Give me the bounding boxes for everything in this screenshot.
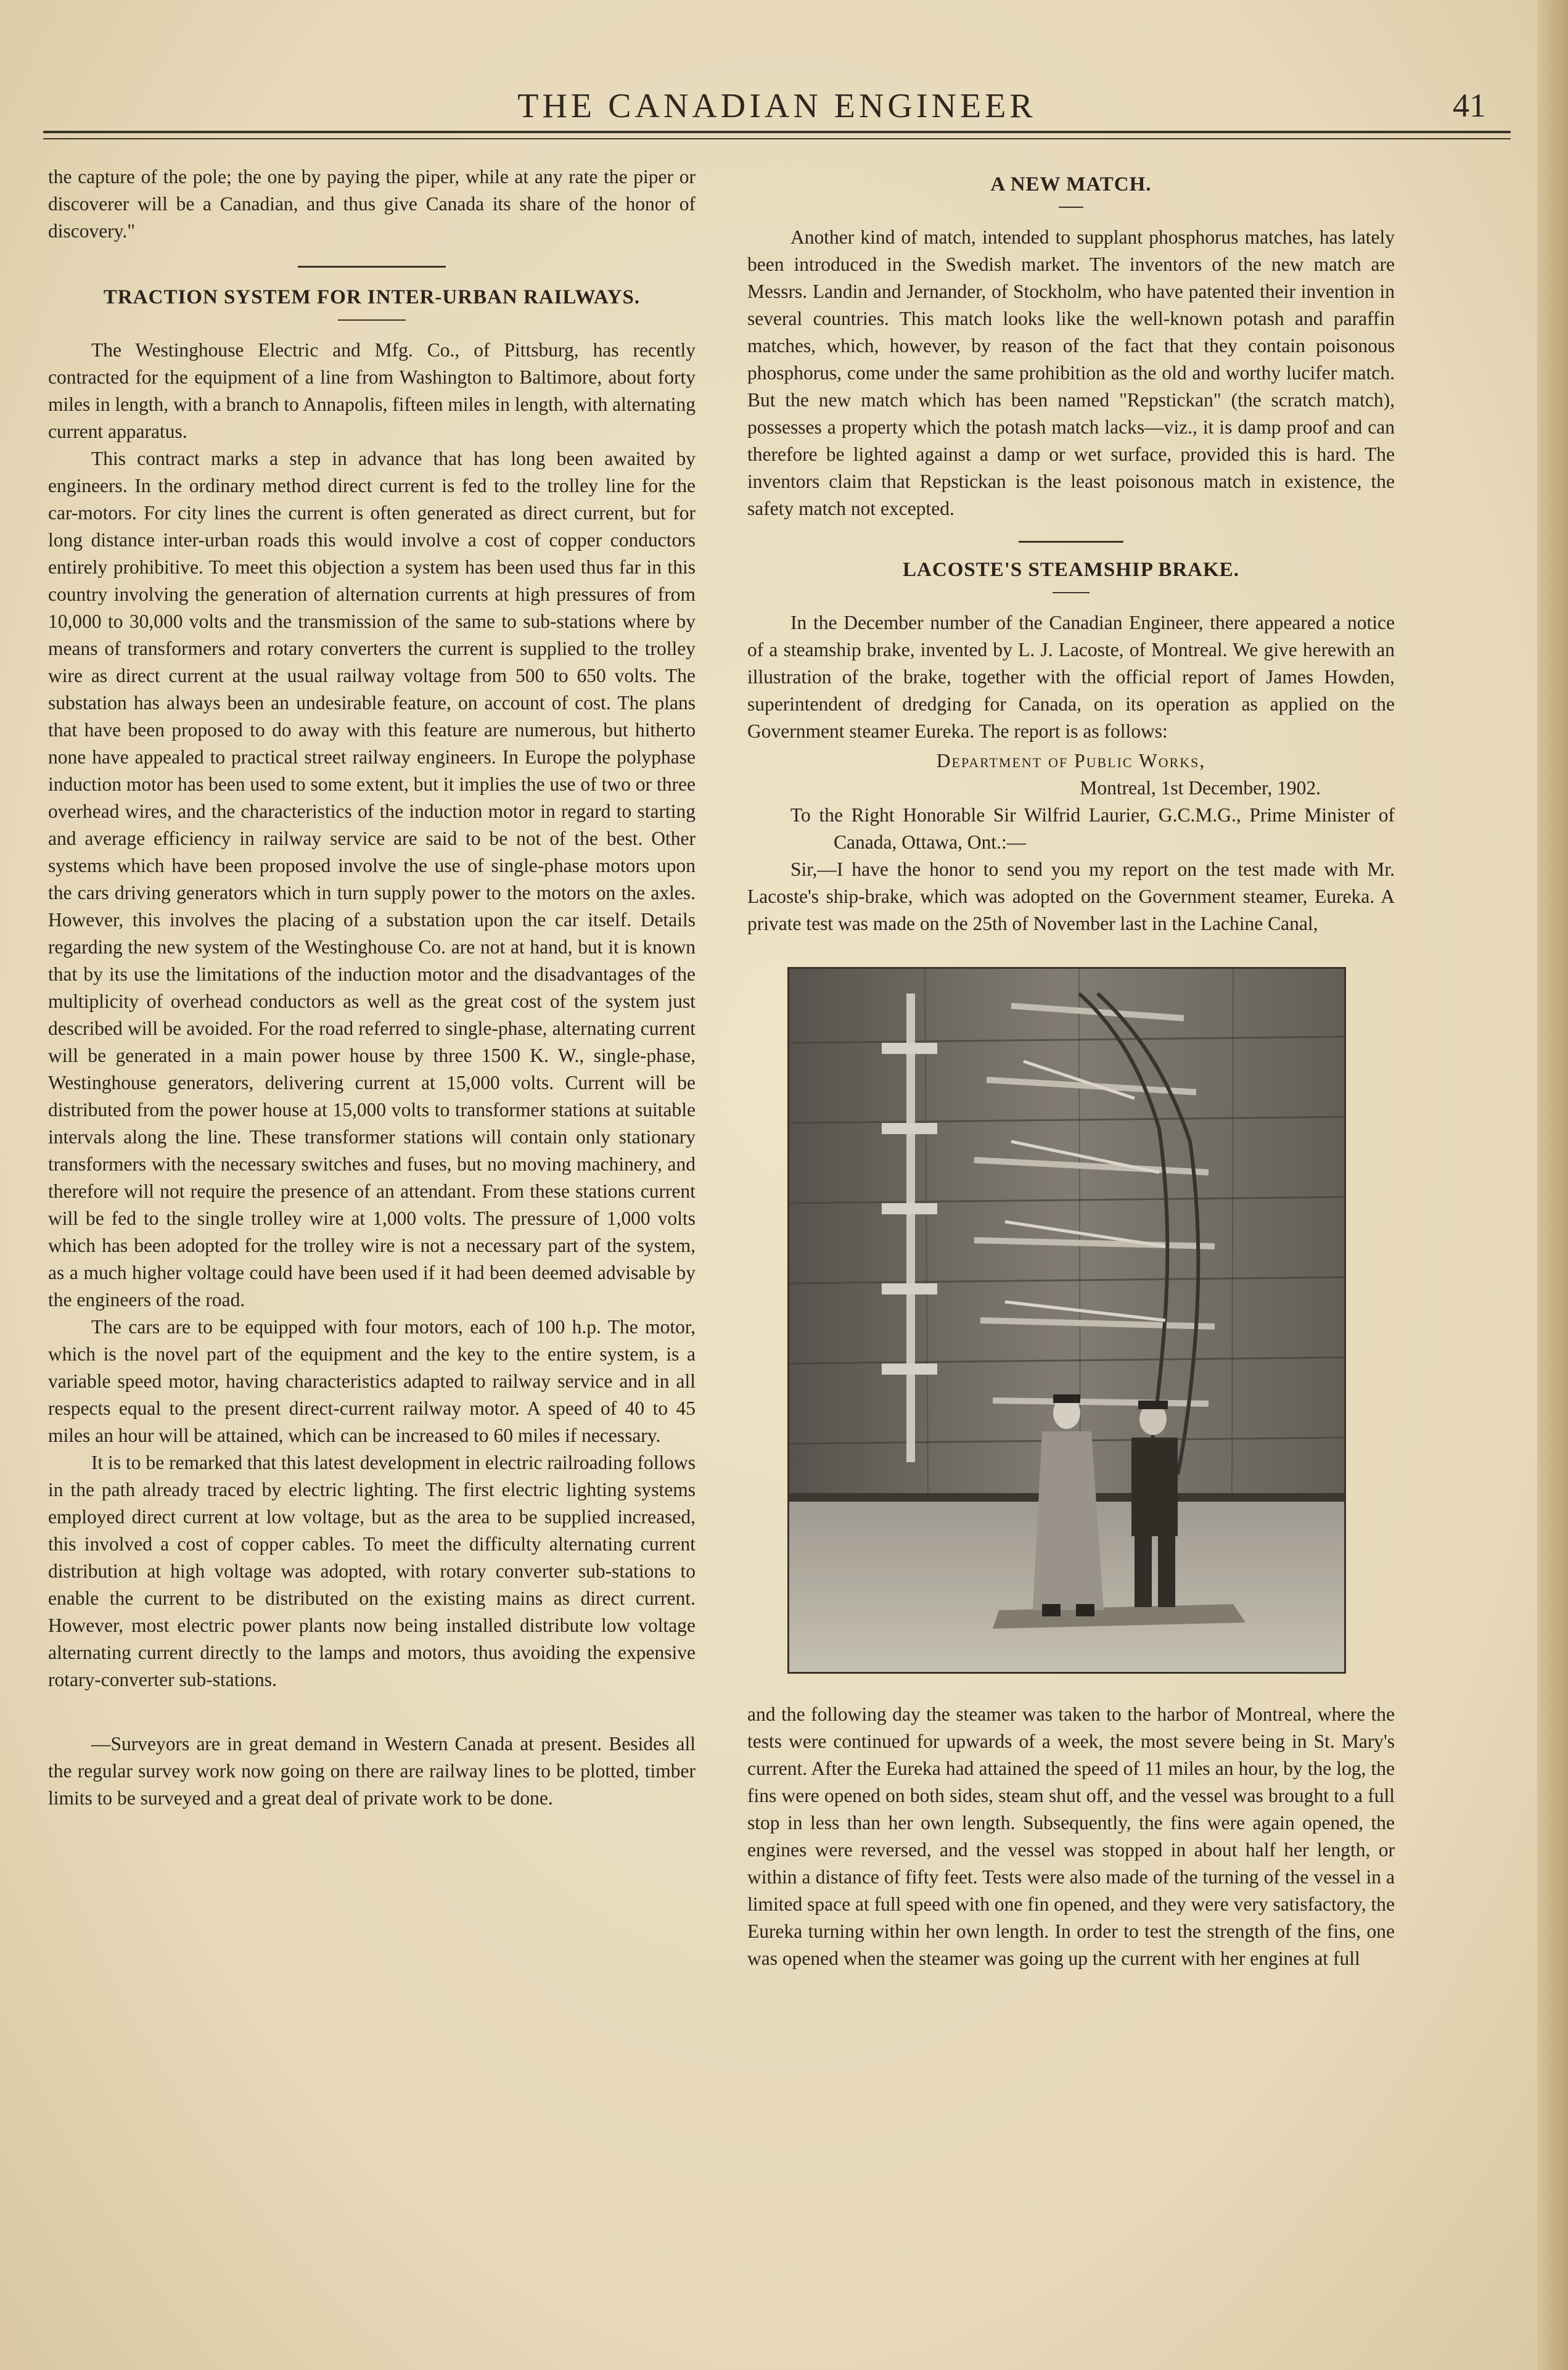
heading-rule <box>1053 592 1090 593</box>
traction-paragraph-4: It is to be remarked that this latest development in electric railroading follows in the path already traced by electric lighting. The first electric lighting systems employed direct current at low voltage, but as the area to be supplied increased, this involved a cost of copper cables. To meet the difficulty alternating current distribution at high voltage was adopted, with rotary converter sub-stations to enable the current to be distributed on the existing mains as direct current. However, most electric power plants now being installed distribute low voltage alternating current directly to the lamps and motors, thus avoiding the expensive rotary-converter sub-stations. <box>48 1452 696 1690</box>
report-paragraph: Sir,—I have the honor to send you my report on the test made with Mr. Lacoste's ship-brake, which was adopted on the Government steamer, Eureka. A private test was made on the 25th of November last in the Lachine Canal, <box>747 858 1395 934</box>
header-rule-thin <box>43 138 1511 139</box>
continuation-paragraph: and the following day the steamer was taken to the harbor of Montreal, where the tests were continued for upwards of a week, the most severe being in St. Mary's current. After the Eureka had attained the speed of 11 miles an hour, by the log, the fins were opened on both sides, steam shut off, and the vessel was brought to a full stop in less than her own length. Subsequently, the fins were again opened, the engines were reversed, and the vessel was stopped in about half her length, or within a distance of fifty feet. Tests were also made of the turning of the vessel in a limited space at full speed with one fin opened, and they were very satisfactory, the Eureka turning within her own length. In order to test the strength of the fins, one was opened when the steamer was going up the current with her engines at full <box>747 1703 1395 1969</box>
traction-paragraph-1: The Westinghouse Electric and Mfg. Co., of Pittsburg, has recently contracted for the equipment of a line from Washington to Baltimore, about forty miles in length, with a branch to Annapolis, fifteen miles in length, with alternating current apparatus. <box>48 339 696 442</box>
page-header <box>43 86 1511 142</box>
right-column <box>747 163 1395 1972</box>
journal-title: THE CANADIAN ENGINEER <box>517 87 1036 125</box>
department-line: Department of Public Works, <box>936 750 1206 771</box>
brake-intro-paragraph: In the December number of the Canadian Engineer, there appeared a notice of a steamship brake, invented by L. J. Lacoste, of Montreal. We give herewith an illustration of the brake, together with the official report of James Howden, superintendent of dredging for Canada, on its operation as applied on the Government steamer Eureka. The report is as follows: <box>747 612 1395 742</box>
photo-illustration <box>789 969 1344 1672</box>
traction-paragraph-2: This contract marks a step in advance that has long been awaited by engineers. In the ordinary method direct current is fed to the trolley line for the car-motors. For city lines the current is often generated as direct current, but for long distance inter-urban roads this would involve a cost of copper conductors entirely prohibitive. To meet this objection a system has been used thus far in this country involving the generation of alternation currents at high pressures of from 10,000 to 30,000 volts and the transmission of the same to sub-stations where by means of transformers and rotary converters the current is supplied to the trolley wire as direct current at the usual railway voltage from 500 to 650 volts. The substation has always been an undesirable feature, on account of cost. The plans that have been proposed to do away with this feature are numerous, but hitherto none have appealed to practical street railway engineers. In Europe the polyphase induction motor has been used to some extent, but it implies the use of two or three overhead wires, and the characteristics of the induction motor in regard to starting and average efficiency in railway service are said to be not of the best. Other systems which have been proposed involve the use of single-phase motors upon the cars driving generators which in turn supply power to the motors on the axles. However, this involves the placing of a substation upon the car itself. Details regarding the new system of the Westinghouse Co. are not at hand, but it is known that by its use the limitations of the induction motor and the disadvantages of the multiplicity of overhead conductors as well as the great cost of the system just described will be avoided. For the road referred to single-phase, alternating current will be generated in a main power house by three 1500 K. W., single-phase, Westinghouse generators, delivering current at 15,000 volts. Current will be distributed from the power house at 15,000 volts to transformer stations at suitable intervals along the line. These transformer stations will contain only stationary transformers with the necessary switches and fuses, but no moving machinery, and therefore will not require the presence of an attendant. From these stations current will be fed to the single trolley wire at 1,000 volts. The pressure of 1,000 volts which has been adopted for the trolley wire is not a necessary part of the system, as a much higher voltage could have been used if it had been deemed advisable by the engineers of the road. <box>48 448 696 1310</box>
match-heading: A NEW MATCH. <box>990 173 1152 195</box>
section-divider <box>1019 541 1123 543</box>
match-paragraph: Another kind of match, intended to supplant phosphorus matches, has lately been introduced in the Swedish market. The inventors of the new match are Messrs. Landin and Jernander, of Stockholm, who have patented their invention in several countries. This match looks like the well-known potash and paraffin matches, which, however, by reason of the fact that they contain poisonous phosphorus, come under the same prohibition as the old and worthy lucifer match. But the new match which has been named "Repstickan" (the scratch match), possesses a property which the potash match lacks—viz., it is damp proof and can therefore be lighted against a damp or wet surface, provided this is hard. The inventors claim that Repstickan is the least poisonous match in existence, the safety match not excepted. <box>747 226 1395 519</box>
header-rule <box>43 131 1511 133</box>
section-divider <box>298 266 446 268</box>
traction-paragraph-3: The cars are to be equipped with four motors, each of 100 h.p. The motor, which is the novel part of the equipment and the key to the entire system, is a variable speed motor, having characteristics adapted to railway service and in all respects equal to the present direct-current railway motor. A speed of 40 to 45 miles an hour will be attained, which can be increased to 60 miles if necessary. <box>48 1316 696 1446</box>
page-number: 41 <box>1453 87 1486 124</box>
left-column <box>48 163 696 1812</box>
heading-rule <box>338 319 406 321</box>
report-addressee: To the Right Honorable Sir Wilfrid Laurier, G.C.M.G., Prime Minister of Canada, Ottawa, Ont.:— <box>790 804 1395 853</box>
traction-heading: TRACTION SYSTEM FOR INTER-URBAN RAILWAYS. <box>103 286 641 308</box>
surveyors-paragraph: —Surveyors are in great demand in Western Canada at present. Besides all the regular survey work now going on there are railway lines to be plotted, timber limits to be surveyed and a great deal of private work to be done. <box>48 1733 696 1809</box>
intro-paragraph: the capture of the pole; the one by paying the piper, while at any rate the piper or discoverer will be a Canadian, and thus give Canada its share of the honor of discovery." <box>48 166 696 242</box>
page-spine <box>1537 0 1568 2370</box>
heading-rule <box>1059 207 1083 208</box>
steamship-brake-photo <box>787 967 1346 1674</box>
brake-heading: LACOSTE'S STEAMSHIP BRAKE. <box>903 559 1239 581</box>
report-dateline: Montreal, 1st December, 1902. <box>1080 777 1321 799</box>
